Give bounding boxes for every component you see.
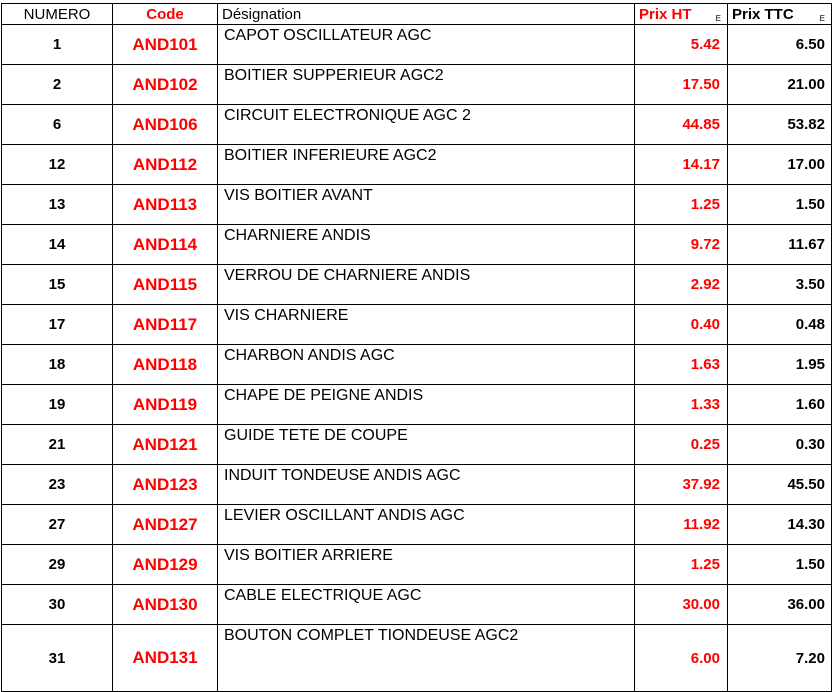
header-numero: NUMERO [2,4,113,25]
header-designation: Désignation [218,4,635,25]
cell-prix-ht: 0.25 [635,425,728,465]
cell-prix-ht: 1.25 [635,185,728,225]
cell-code: AND118 [113,345,218,385]
table-row [2,465,832,505]
cell-numero: 29 [2,545,113,585]
cell-numero: 27 [2,505,113,545]
cell-numero: 1 [2,25,113,65]
cell-code: AND115 [113,265,218,305]
cell-prix-ttc: 6.50 [728,25,832,65]
cell-prix-ttc: 45.50 [728,465,832,505]
table-row [2,425,832,465]
cell-designation: CHARBON ANDIS AGC [218,345,635,385]
cell-numero: 13 [2,185,113,225]
header-prix-ttc-label: Prix TTC [732,5,794,23]
table-row [2,105,832,145]
cell-prix-ttc: 21.00 [728,65,832,105]
cell-prix-ttc: 3.50 [728,265,832,305]
cell-prix-ttc: 53.82 [728,105,832,145]
cell-prix-ttc: 1.50 [728,545,832,585]
cell-code: AND121 [113,425,218,465]
cell-prix-ttc: 0.48 [728,305,832,345]
cell-prix-ttc: 36.00 [728,585,832,625]
cell-prix-ht: 1.25 [635,545,728,585]
cell-code: AND129 [113,545,218,585]
header-prix-ht-unit: E [715,14,721,23]
cell-prix-ttc: 11.67 [728,225,832,265]
cell-numero: 18 [2,345,113,385]
cell-prix-ttc: 7.20 [728,625,832,692]
cell-code: AND102 [113,65,218,105]
cell-prix-ht: 11.92 [635,505,728,545]
cell-prix-ht: 30.00 [635,585,728,625]
table-row [2,625,832,692]
cell-numero: 21 [2,425,113,465]
cell-code: AND131 [113,625,218,692]
cell-code: AND123 [113,465,218,505]
table-row [2,505,832,545]
cell-prix-ht: 2.92 [635,265,728,305]
cell-prix-ht: 44.85 [635,105,728,145]
cell-designation: CHAPE DE PEIGNE ANDIS [218,385,635,425]
cell-numero: 31 [2,625,113,692]
cell-numero: 15 [2,265,113,305]
cell-prix-ht: 1.63 [635,345,728,385]
cell-code: AND112 [113,145,218,185]
cell-prix-ttc: 0.30 [728,425,832,465]
cell-designation: CABLE ELECTRIQUE AGC [218,585,635,625]
cell-designation: CHARNIERE ANDIS [218,225,635,265]
table-row [2,265,832,305]
cell-numero: 19 [2,385,113,425]
cell-prix-ttc: 1.95 [728,345,832,385]
cell-designation: VIS CHARNIERE [218,305,635,345]
header-prix-ttc [728,4,832,25]
cell-numero: 23 [2,465,113,505]
header-row [2,4,832,25]
cell-prix-ht: 6.00 [635,625,728,692]
cell-code: AND130 [113,585,218,625]
table-row [2,225,832,265]
cell-designation: BOUTON COMPLET TIONDEUSE AGC2 [218,625,635,692]
table-row [2,345,832,385]
cell-numero: 14 [2,225,113,265]
cell-prix-ttc: 17.00 [728,145,832,185]
header-prix-ht-label: Prix HT [639,5,692,23]
cell-designation: VIS BOITIER AVANT [218,185,635,225]
cell-prix-ht: 5.42 [635,25,728,65]
table-row [2,65,832,105]
cell-code: AND117 [113,305,218,345]
cell-numero: 2 [2,65,113,105]
cell-code: AND114 [113,225,218,265]
table-row [2,25,832,65]
cell-prix-ttc: 1.50 [728,185,832,225]
table-row [2,305,832,345]
cell-prix-ttc: 1.60 [728,385,832,425]
table-row [2,545,832,585]
cell-numero: 30 [2,585,113,625]
table-row [2,185,832,225]
cell-code: AND101 [113,25,218,65]
header-prix-ttc-unit: E [819,14,825,23]
cell-designation: VIS BOITIER ARRIERE [218,545,635,585]
header-prix-ht [635,4,728,25]
cell-designation: VERROU DE CHARNIERE ANDIS [218,265,635,305]
table-row [2,585,832,625]
cell-code: AND127 [113,505,218,545]
cell-prix-ht: 37.92 [635,465,728,505]
cell-prix-ht: 17.50 [635,65,728,105]
header-code: Code [113,4,218,25]
cell-designation: BOITIER INFERIEURE AGC2 [218,145,635,185]
cell-prix-ht: 9.72 [635,225,728,265]
cell-designation: INDUIT TONDEUSE ANDIS AGC [218,465,635,505]
cell-numero: 6 [2,105,113,145]
cell-prix-ht: 0.40 [635,305,728,345]
parts-price-table [1,3,832,692]
cell-numero: 17 [2,305,113,345]
cell-designation: CIRCUIT ELECTRONIQUE AGC 2 [218,105,635,145]
table-row [2,385,832,425]
table-row [2,145,832,185]
cell-prix-ttc: 14.30 [728,505,832,545]
cell-designation: GUIDE TETE DE COUPE [218,425,635,465]
cell-prix-ht: 14.17 [635,145,728,185]
cell-designation: CAPOT OSCILLATEUR AGC [218,25,635,65]
cell-designation: LEVIER OSCILLANT ANDIS AGC [218,505,635,545]
cell-code: AND119 [113,385,218,425]
cell-code: AND113 [113,185,218,225]
cell-numero: 12 [2,145,113,185]
cell-prix-ht: 1.33 [635,385,728,425]
cell-designation: BOITIER SUPPERIEUR AGC2 [218,65,635,105]
cell-code: AND106 [113,105,218,145]
